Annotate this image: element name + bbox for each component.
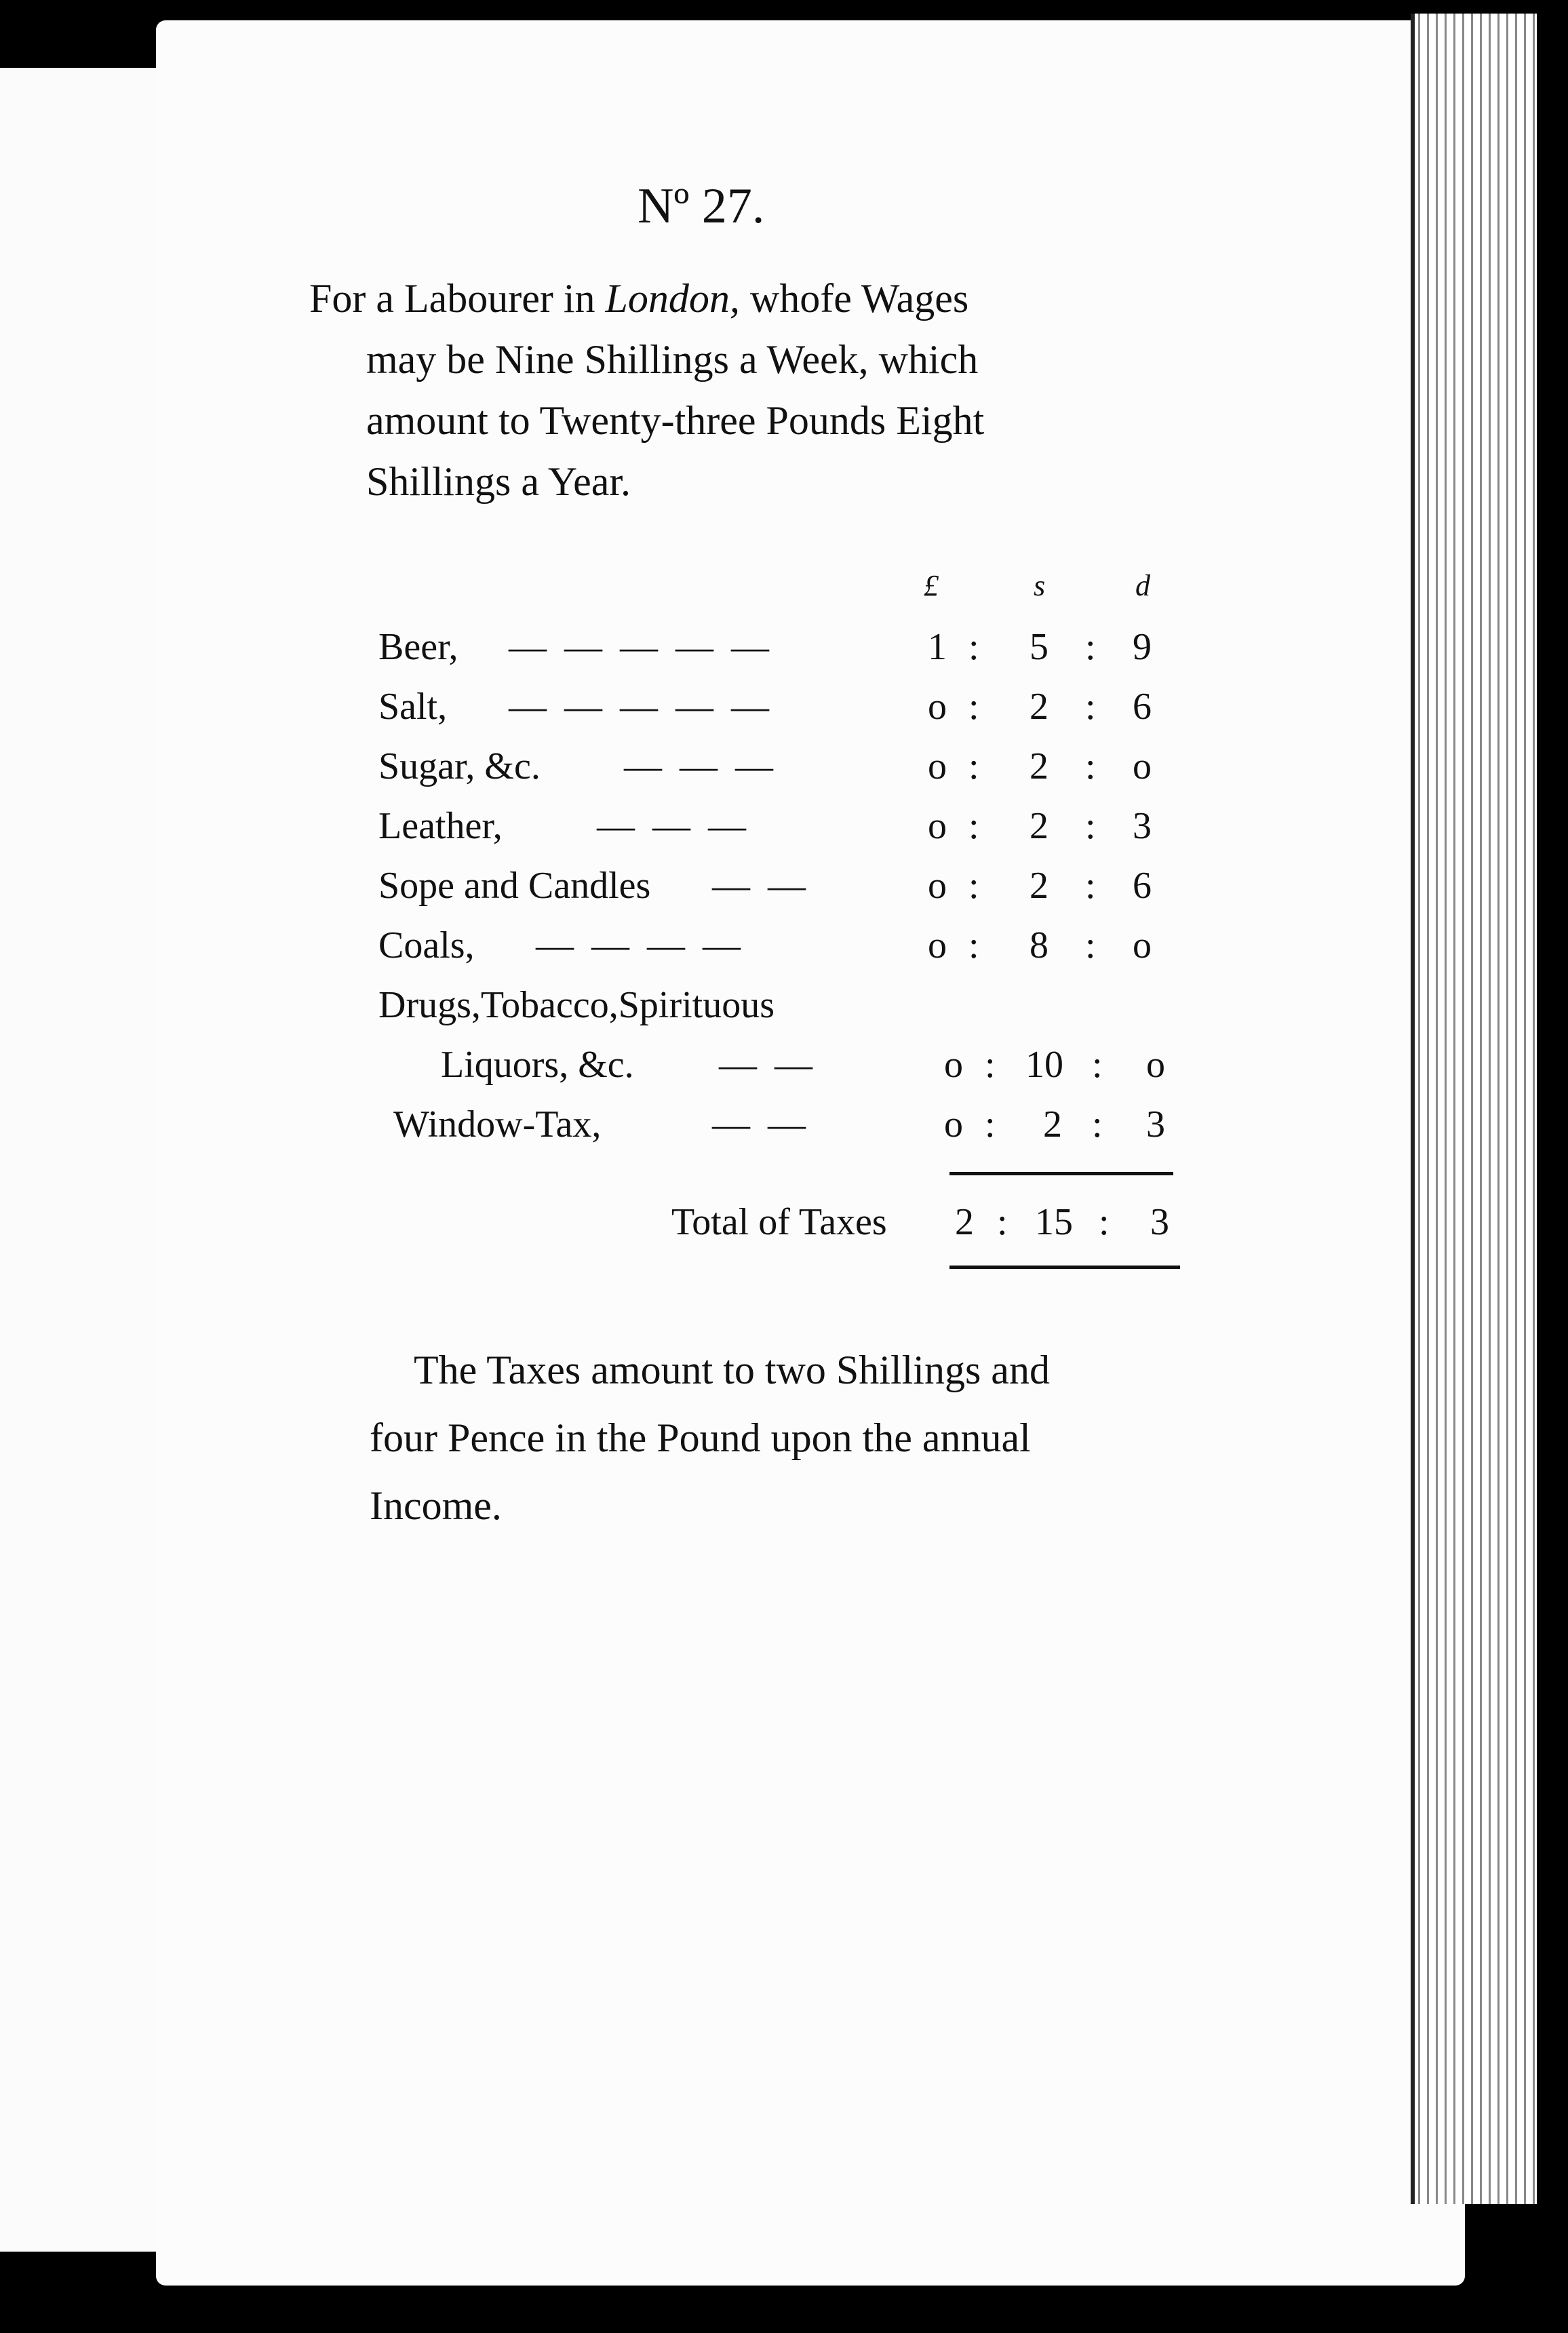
total-pence: 3 xyxy=(1150,1201,1169,1243)
intro-line-4: Shillings a Year. xyxy=(366,459,631,504)
note-line-1: The Taxes amount to two Shillings and xyxy=(414,1348,1050,1392)
tax-row xyxy=(0,804,1568,863)
closing-paragraph xyxy=(370,1336,1251,1540)
tax-label: Sope and Candles xyxy=(378,865,651,907)
pence-column-header: d xyxy=(1135,569,1150,602)
shillings-value: 5 xyxy=(1030,626,1048,668)
note-line-2: four Pence in the Pound upon the annual xyxy=(370,1415,1031,1460)
colon-separator: : xyxy=(1085,626,1096,668)
leader-dashes: — — — — xyxy=(536,924,745,966)
colon-separator: : xyxy=(968,805,979,847)
sum-rule-lower xyxy=(949,1266,1180,1269)
colon-separator: : xyxy=(1085,805,1096,847)
tax-label: Window-Tax, xyxy=(393,1103,602,1145)
colon-separator: : xyxy=(997,1201,1008,1243)
shillings-value: 2 xyxy=(1030,745,1048,787)
colon-separator: : xyxy=(968,924,979,966)
tax-row xyxy=(0,983,1568,1042)
shillings-column-header: s xyxy=(1034,569,1046,602)
tax-label: Beer, xyxy=(378,626,458,668)
colon-separator: : xyxy=(1099,1201,1110,1243)
intro-paragraph xyxy=(309,268,1191,512)
pounds-column-header: £ xyxy=(924,569,939,602)
colon-separator: : xyxy=(968,745,979,787)
pounds-value: o xyxy=(928,686,947,728)
colon-separator: : xyxy=(968,865,979,907)
pounds-value: 1 xyxy=(928,626,947,668)
tax-row xyxy=(0,625,1568,684)
pence-value: o xyxy=(1133,924,1152,966)
tax-row xyxy=(0,924,1568,982)
pence-value: 6 xyxy=(1133,865,1152,907)
pounds-value: o xyxy=(928,745,947,787)
tax-row xyxy=(0,1103,1568,1161)
tax-label: Drugs,Tobacco,Spirituous xyxy=(378,984,775,1026)
total-row xyxy=(0,1200,1568,1259)
colon-separator: : xyxy=(968,626,979,668)
pence-value: 6 xyxy=(1133,686,1152,728)
colon-separator: : xyxy=(1092,1044,1103,1086)
leader-dashes: — — — — — xyxy=(509,686,773,728)
colon-separator: : xyxy=(1085,686,1096,728)
note-line-3: Income. xyxy=(370,1483,502,1528)
place-name: London, xyxy=(605,276,740,321)
leader-dashes: — — xyxy=(712,1103,810,1145)
tax-label: Coals, xyxy=(378,924,475,966)
colon-separator: : xyxy=(1085,745,1096,787)
intro-line-3: amount to Twenty-three Pounds Eight xyxy=(366,398,985,443)
pence-value: 3 xyxy=(1133,805,1152,847)
leader-dashes: — — xyxy=(719,1044,817,1086)
leader-dashes: — — xyxy=(712,865,810,907)
pence-value: o xyxy=(1133,745,1152,787)
colon-separator: : xyxy=(1085,924,1096,966)
intro-line-1-end: whofe Wages xyxy=(739,276,969,321)
leader-dashes: — — — xyxy=(624,745,777,787)
colon-separator: : xyxy=(985,1044,996,1086)
pence-value: 3 xyxy=(1146,1103,1165,1145)
tax-label: Leather, xyxy=(378,805,503,847)
leader-dashes: — — — — — xyxy=(509,626,773,668)
pounds-value: o xyxy=(928,865,947,907)
total-pounds: 2 xyxy=(955,1201,974,1243)
intro-line-2: may be Nine Shillings a Week, which xyxy=(366,337,979,382)
shillings-value: 2 xyxy=(1030,865,1048,907)
sum-rule-upper xyxy=(949,1172,1173,1175)
tax-row xyxy=(0,864,1568,922)
tax-row xyxy=(0,685,1568,743)
tax-label: Salt, xyxy=(378,686,448,728)
pounds-value: o xyxy=(928,924,947,966)
pence-value: 9 xyxy=(1133,626,1152,668)
shillings-value: 10 xyxy=(1025,1044,1063,1086)
intro-line-1-start: For a Labourer in xyxy=(309,276,606,321)
section-number: Nº 27. xyxy=(638,178,765,234)
intro-line-1 xyxy=(309,268,1191,329)
pounds-value: o xyxy=(928,805,947,847)
pounds-value: o xyxy=(944,1103,963,1145)
tax-label: Liquors, &c. xyxy=(441,1044,634,1086)
total-label: Total of Taxes xyxy=(671,1201,887,1243)
shillings-value: 2 xyxy=(1030,805,1048,847)
tax-row xyxy=(0,745,1568,803)
pence-value: o xyxy=(1146,1044,1165,1086)
shillings-value: 8 xyxy=(1030,924,1048,966)
tax-row xyxy=(0,1043,1568,1101)
shillings-value: 2 xyxy=(1030,686,1048,728)
total-shillings: 15 xyxy=(1035,1201,1073,1243)
colon-separator: : xyxy=(985,1103,996,1145)
colon-separator: : xyxy=(968,686,979,728)
shillings-value: 2 xyxy=(1043,1103,1062,1145)
tax-label: Sugar, &c. xyxy=(378,745,541,787)
pounds-value: o xyxy=(944,1044,963,1086)
leader-dashes: — — — xyxy=(597,805,750,847)
colon-separator: : xyxy=(1085,865,1096,907)
colon-separator: : xyxy=(1092,1103,1103,1145)
